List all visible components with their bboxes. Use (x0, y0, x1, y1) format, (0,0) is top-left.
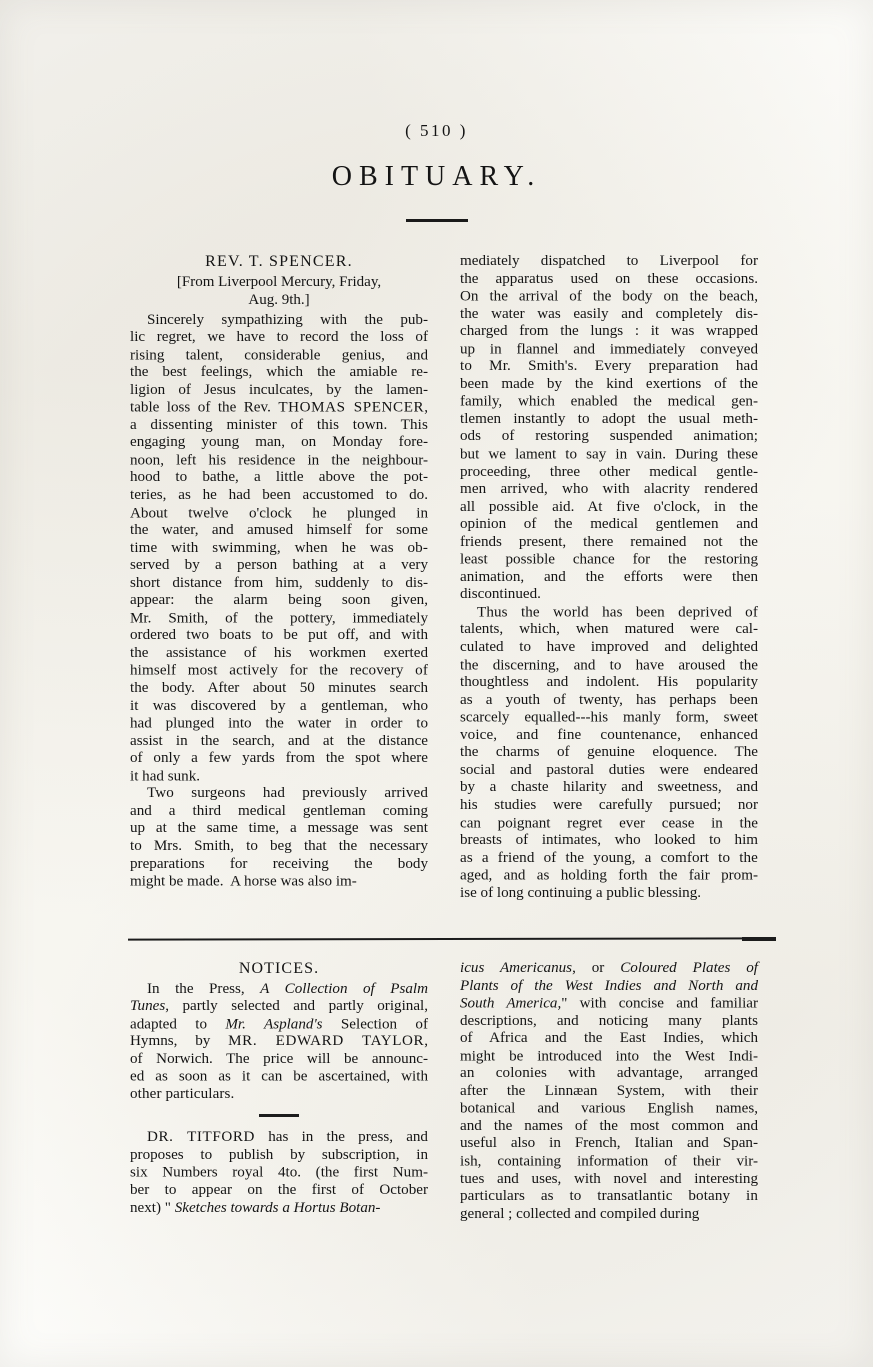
text-line: can poignant regret ever cease in the (460, 814, 758, 831)
text-line: ligion of Jesus inculcates, by the lamen- (130, 381, 428, 398)
text-line: charged from the lungs : it was wrapped (460, 322, 758, 339)
text-line: the water was easily and completely dis- (460, 305, 758, 322)
obituary-left-column (130, 253, 428, 891)
text-line: aged, and as holding forth the fair prom- (460, 867, 758, 884)
text-line: ise of long continuing a public blessing. (460, 884, 702, 901)
text-line: ish, containing information of their vir- (460, 1153, 758, 1170)
text-line: family, which enabled the medical gen- (460, 393, 758, 410)
text-line: might be made. A horse was also im- (130, 873, 357, 890)
text-line: ber to appear on the first of October (130, 1182, 428, 1199)
text-line: About twelve o'clock he plunged in (130, 504, 428, 521)
obituary-right-column (460, 253, 758, 902)
text-line: discontinued. (460, 586, 541, 603)
text-line: general ; collected and compiled during (460, 1205, 700, 1222)
text-line: as a youth of twenty, has perhaps been (460, 691, 758, 708)
text-line: the assistance of his workmen exerted (130, 644, 428, 661)
text-line: the apparatus used on these occasions. (460, 270, 758, 287)
text-line: up in flannel and immediately conveyed (460, 340, 758, 357)
text-line: of Norwich. The price will be announc- (130, 1050, 428, 1067)
notice-item-two (130, 1129, 428, 1217)
text-line: lic regret, we have to record the loss of (130, 329, 428, 346)
text-line: Tunes, partly selected and partly original, (130, 998, 428, 1015)
text-line: voice, and fine countenance, enhanced (460, 726, 758, 743)
text-line: it had sunk. (130, 768, 201, 785)
text-line: culated to have improved and delighted (460, 639, 758, 656)
text-line: it was discovered by a gentleman, who (130, 697, 428, 714)
notices-right-column (460, 960, 758, 1223)
text-line: animation, and the efforts were then (460, 568, 758, 585)
notice-item-one (130, 981, 428, 1104)
obituary-left-text (130, 312, 428, 891)
text-line: Plants of the West Indies and North and (460, 977, 758, 994)
obituary-source-line-1: [From Liverpool Mercury, Friday, (176, 273, 382, 290)
text-line: hood to bathe, a little above the pot- (130, 469, 428, 486)
text-line: Mr. Smith, of the pottery, immediately (130, 610, 428, 627)
text-line: had plunged into the water in order to (130, 715, 428, 732)
obituary-source (130, 273, 428, 309)
text-line: teries, as he had been accustomed to do. (130, 487, 428, 504)
text-line: least possible chance for the restoring (460, 551, 758, 568)
text-line: Thus the world has been deprived of (477, 604, 758, 621)
divider-bar (128, 937, 776, 940)
text-line: by a chaste hilarity and sweetness, and (460, 779, 758, 796)
obituary-right-text (460, 253, 758, 902)
page-title: OBITUARY. (331, 161, 542, 192)
page-number: ( 510 ) (405, 121, 468, 140)
text-line: the best feelings, which the amiable re- (130, 364, 428, 381)
text-line: Sincerely sympathizing with the pub- (147, 311, 428, 328)
text-line: the water, and amused himself for some (130, 522, 428, 539)
text-line: scarcely equalled---his manly form, sweet (460, 709, 758, 726)
notices-left-column (130, 960, 428, 1217)
text-line: time with swimming, when he was ob- (130, 539, 428, 556)
text-line: adapted to Mr. Aspland's Selection of (130, 1015, 428, 1032)
text-line: next) " Sketches towards a Hortus Botan- (130, 1199, 381, 1216)
text-line: of only a few yards from the spot where (130, 750, 428, 767)
text-line: mediately dispatched to Liverpool for (460, 253, 758, 269)
text-line: and the names of the most common and (460, 1117, 758, 1134)
text-line: Hymns, by MR. EDWARD TAYLOR, (130, 1033, 428, 1050)
text-line: descriptions, and noticing many plants (460, 1012, 758, 1029)
text-line: up at the same time, a message was sent (130, 820, 428, 837)
text-line: might be introduced into the West Indi- (460, 1047, 758, 1064)
divider-ink-blot (742, 937, 776, 941)
text-line: table loss of the Rev. THOMAS SPENCER, (130, 399, 428, 416)
text-line: thoughtless and indolent. His popularity (460, 673, 758, 690)
text-line: On the arrival of the body on the beach, (460, 288, 758, 305)
text-line: ed as soon as it can be ascertained, with (130, 1068, 428, 1085)
text-line: opinion of the medical gentlemen and (460, 516, 758, 533)
text-line: men arrived, who with alacrity rendered (460, 481, 758, 498)
text-line: proceeding, three other medical gentle- (460, 463, 758, 480)
text-line: tlemen instantly to adopt the usual meth- (460, 410, 758, 427)
text-line: other particulars. (130, 1085, 235, 1102)
text-line: to Mrs. Smith, to beg that the necessary (130, 837, 428, 854)
text-line: the body. After about 50 minutes search (130, 680, 428, 697)
text-line: the discerning, and to have aroused the (460, 656, 758, 673)
text-line: engaging young man, on Monday fore- (130, 434, 428, 451)
text-line: a dissenting minister of this town. This (130, 416, 428, 433)
text-line: botanical and various English names, (460, 1100, 758, 1117)
text-line: Two surgeons had previously arrived (147, 785, 428, 802)
text-line: ordered two boats to be put off, and with (130, 627, 428, 644)
text-line: six Numbers royal 4to. (the first Num- (130, 1164, 428, 1181)
text-line: In the Press, A Collection of Psalm (147, 980, 428, 997)
obituary-source-line-2: Aug. 9th.] (248, 291, 310, 308)
text-line: appear: the alarm being soon given, (130, 592, 428, 609)
text-line: South America," with concise and familiar (460, 995, 758, 1012)
text-line: breasts of intimates, who looked to him (460, 832, 758, 849)
text-line: himself most actively for the recovery of (130, 662, 428, 679)
text-line: proposes to publish by subscription, in (130, 1146, 428, 1163)
text-line: of Africa and the East Indies, which (460, 1029, 758, 1046)
text-line: ods of restoring suspended animation; (460, 428, 758, 445)
text-line: noon, left his residence in the neighbour- (130, 452, 428, 469)
text-line: an colonies with advantage, arranged (460, 1065, 758, 1082)
text-line: assist in the search, and at the distance (130, 732, 428, 749)
text-line: been made by the kind exertions of the (460, 375, 758, 392)
text-line: after the Linnæan System, with their (460, 1082, 758, 1099)
notices-heading: NOTICES. (238, 960, 320, 977)
text-line: social and pastoral duties were endeared (460, 761, 758, 778)
obituary-heading: REV. T. SPENCER. (205, 253, 353, 270)
text-line: rising talent, considerable genius, and (130, 346, 428, 363)
notice-item-two-continued (460, 960, 758, 1223)
text-line: and a third medical gentleman coming (130, 802, 428, 819)
section-divider-rule (128, 937, 776, 941)
text-line: to Mr. Smith's. Every preparation had (460, 358, 758, 375)
text-line: tues and uses, with novel and interesting (460, 1170, 758, 1187)
text-line: as a friend of the young, a comfort to the (460, 849, 758, 866)
title-divider-rule (406, 219, 468, 222)
text-line: short distance from him, suddenly to dis- (130, 574, 428, 591)
text-line: but we lament to say in vain. During these (460, 446, 758, 463)
text-line: friends present, there remained not the (460, 533, 758, 550)
text-line: talents, which, when matured were cal- (460, 621, 758, 638)
text-line: his studies were carefully pursued; nor (460, 796, 758, 813)
text-line: particulars as to transatlantic botany in (460, 1188, 758, 1205)
text-line: all possible aid. At five o'clock, in the (460, 498, 758, 515)
text-line: useful also in French, Italian and Span- (460, 1135, 758, 1152)
text-line: icus Americanus, or Coloured Plates of (460, 960, 758, 976)
text-line: preparations for receiving the body (130, 855, 428, 872)
text-line: the charms of genuine eloquence. The (460, 744, 758, 761)
notice-separator-rule (259, 1114, 299, 1117)
text-line: DR. TITFORD has in the press, and (147, 1129, 428, 1146)
text-line: served by a person bathing at a very (130, 557, 428, 574)
